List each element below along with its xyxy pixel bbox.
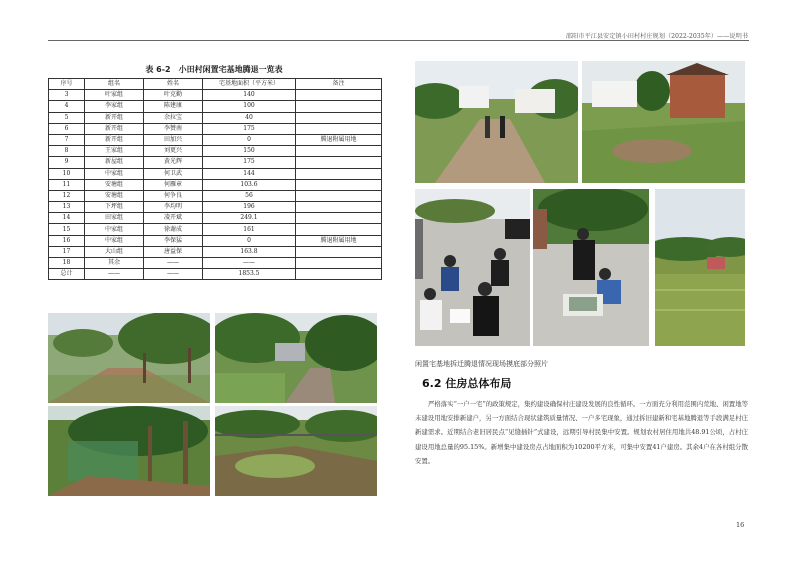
table-cell: 249.1 — [203, 213, 296, 224]
table-cell: 陈建康 — [144, 101, 203, 112]
site-photo-cleared-plot — [215, 406, 377, 496]
column-header: 序号 — [49, 79, 85, 90]
site-photo-map-review — [533, 189, 649, 346]
table-cell: 总计 — [49, 269, 85, 280]
section-title: 6.2 住房总体布局 — [422, 377, 512, 390]
table-cell: 黄光辉 — [144, 157, 203, 168]
table-row — [49, 190, 382, 201]
table-cell: 何雁章 — [144, 179, 203, 190]
section-paragraph: 严格落实“一户一宅”的政策规定，集约建设确保村庄建设发展的良性循环。一方面充分利用范围内荒地、闲置地等未建设用地安排新建户，另一方面结合现状建筑质量情况、一户多宅现象，通过拆旧建新和宅基地腾退等手段满足村庄新建需求。近期结合老旧居民点“见缝插针”式建设，远期引导村民集中安置。规划农村居住用地共48.91公顷，占村庄建设用地总量的95.15%。新增集中建设房点占地面积为10200平方米，可集中安置41户建房。其余4户在各村组分散安置。 — [415, 400, 748, 465]
page-number: 16 — [736, 521, 745, 529]
site-photo-fenced-garden — [48, 406, 210, 496]
table-cell: 新屋组 — [85, 157, 144, 168]
table-body — [49, 90, 382, 280]
table-cell: 叶克勤 — [144, 90, 203, 101]
site-photo-village-road — [415, 61, 578, 183]
table-row — [49, 202, 382, 213]
header-rule — [48, 40, 749, 41]
table-cell — [296, 146, 382, 157]
table-cell — [296, 269, 382, 280]
site-photo-dirt-path-trees — [48, 313, 210, 403]
table-cell: 中家组 — [85, 224, 144, 235]
table-row — [49, 134, 382, 145]
table-cell: 175 — [203, 157, 296, 168]
table-cell: 161 — [203, 224, 296, 235]
column-header: 组名 — [85, 79, 144, 90]
table-cell: 唐益保 — [144, 246, 203, 257]
table-row — [49, 112, 382, 123]
table-cell: 5 — [49, 112, 85, 123]
table-cell: 腾退附属用地 — [296, 235, 382, 246]
table-row — [49, 213, 382, 224]
table-cell: 余拉宝 — [144, 112, 203, 123]
table-cell: 175 — [203, 123, 296, 134]
table-cell — [296, 258, 382, 269]
table-cell: 18 — [49, 258, 85, 269]
table-cell: 新开组 — [85, 112, 144, 123]
table-cell: 1853.5 — [203, 269, 296, 280]
table-cell: 徐谢成 — [144, 224, 203, 235]
table-cell: 何卫武 — [144, 168, 203, 179]
table-cell: 中家组 — [85, 235, 144, 246]
table-cell: —— — [144, 258, 203, 269]
column-header: 备注 — [296, 79, 382, 90]
table-cell — [296, 179, 382, 190]
table-cell: 田家组 — [85, 213, 144, 224]
table-cell — [296, 168, 382, 179]
table-cell — [296, 202, 382, 213]
table-cell — [296, 213, 382, 224]
table-row — [49, 101, 382, 112]
table-cell: 10 — [49, 168, 85, 179]
table-cell: 196 — [203, 202, 296, 213]
table-cell: 12 — [49, 190, 85, 201]
table-cell: —— — [144, 269, 203, 280]
table-cell: 田加兴 — [144, 134, 203, 145]
table-row — [49, 179, 382, 190]
table-cell: 144 — [203, 168, 296, 179]
table-row — [49, 90, 382, 101]
table-cell: 何争良 — [144, 190, 203, 201]
table-row — [49, 246, 382, 257]
photos-caption: 闲置宅基地拆迁腾退情况现场摸底部分照片 — [415, 360, 548, 368]
table-row — [49, 123, 382, 134]
site-photo-overgrown-yard — [215, 313, 377, 403]
table-cell: 0 — [203, 235, 296, 246]
column-header: 姓名 — [144, 79, 203, 90]
table-cell: 王家组 — [85, 146, 144, 157]
table-cell: 163.8 — [203, 246, 296, 257]
table-cell — [296, 112, 382, 123]
table-cell: 6 — [49, 123, 85, 134]
table-header-row — [49, 79, 382, 90]
table-cell — [296, 157, 382, 168]
table-cell — [296, 101, 382, 112]
table-cell: 9 — [49, 157, 85, 168]
table-cell: 103.6 — [203, 179, 296, 190]
table-cell: 14 — [49, 213, 85, 224]
table-cell: 40 — [203, 112, 296, 123]
vacant-homestead-table — [48, 78, 382, 280]
table-cell: 刘更兴 — [144, 146, 203, 157]
table-row — [49, 258, 382, 269]
table-cell: 4 — [49, 101, 85, 112]
table-cell — [296, 224, 382, 235]
table-title: 表 6-2 小田村闲置宅基地腾退一览表 — [145, 65, 283, 74]
table-cell — [296, 190, 382, 201]
table-cell: 13 — [49, 202, 85, 213]
table-row — [49, 235, 382, 246]
table-cell: 8 — [49, 146, 85, 157]
table-cell — [296, 246, 382, 257]
table-cell: 其余 — [85, 258, 144, 269]
table-cell: 中家组 — [85, 168, 144, 179]
table-cell: 3 — [49, 90, 85, 101]
table-cell: 李赞南 — [144, 123, 203, 134]
table-cell: 150 — [203, 146, 296, 157]
document-header: 邵阳市平江县安定镇小田村村庄规划（2022-2035年）——说明书 — [565, 33, 748, 40]
table-cell: 李均明 — [144, 202, 203, 213]
table-row — [49, 224, 382, 235]
table-cell: 新开组 — [85, 134, 144, 145]
site-photo-survey-group — [415, 189, 530, 346]
table-cell — [296, 90, 382, 101]
site-photo-brick-house — [582, 61, 745, 183]
table-cell: 新开组 — [85, 123, 144, 134]
table-cell — [296, 123, 382, 134]
table-cell: 17 — [49, 246, 85, 257]
table-cell: 7 — [49, 134, 85, 145]
table-cell: —— — [85, 269, 144, 280]
table-cell: 56 — [203, 190, 296, 201]
column-header: 宅基地面积（平方米） — [203, 79, 296, 90]
table-cell: 16 — [49, 235, 85, 246]
table-cell: 下坪组 — [85, 202, 144, 213]
table-cell: 凌开斌 — [144, 213, 203, 224]
table-cell: 100 — [203, 101, 296, 112]
table-cell: 140 — [203, 90, 296, 101]
table-cell: 叶家组 — [85, 90, 144, 101]
table-row — [49, 146, 382, 157]
table-cell: 15 — [49, 224, 85, 235]
site-photo-field-house — [655, 189, 745, 346]
table-row — [49, 168, 382, 179]
table-row — [49, 269, 382, 280]
table-cell: 大山组 — [85, 246, 144, 257]
table-cell: 0 — [203, 134, 296, 145]
table-cell: 安塘组 — [85, 179, 144, 190]
table-row — [49, 157, 382, 168]
table-cell: —— — [203, 258, 296, 269]
table-cell: 腾退附属用地 — [296, 134, 382, 145]
table-cell: 安塘组 — [85, 190, 144, 201]
table-cell: 李保猛 — [144, 235, 203, 246]
table-cell: 李家组 — [85, 101, 144, 112]
table-cell: 11 — [49, 179, 85, 190]
